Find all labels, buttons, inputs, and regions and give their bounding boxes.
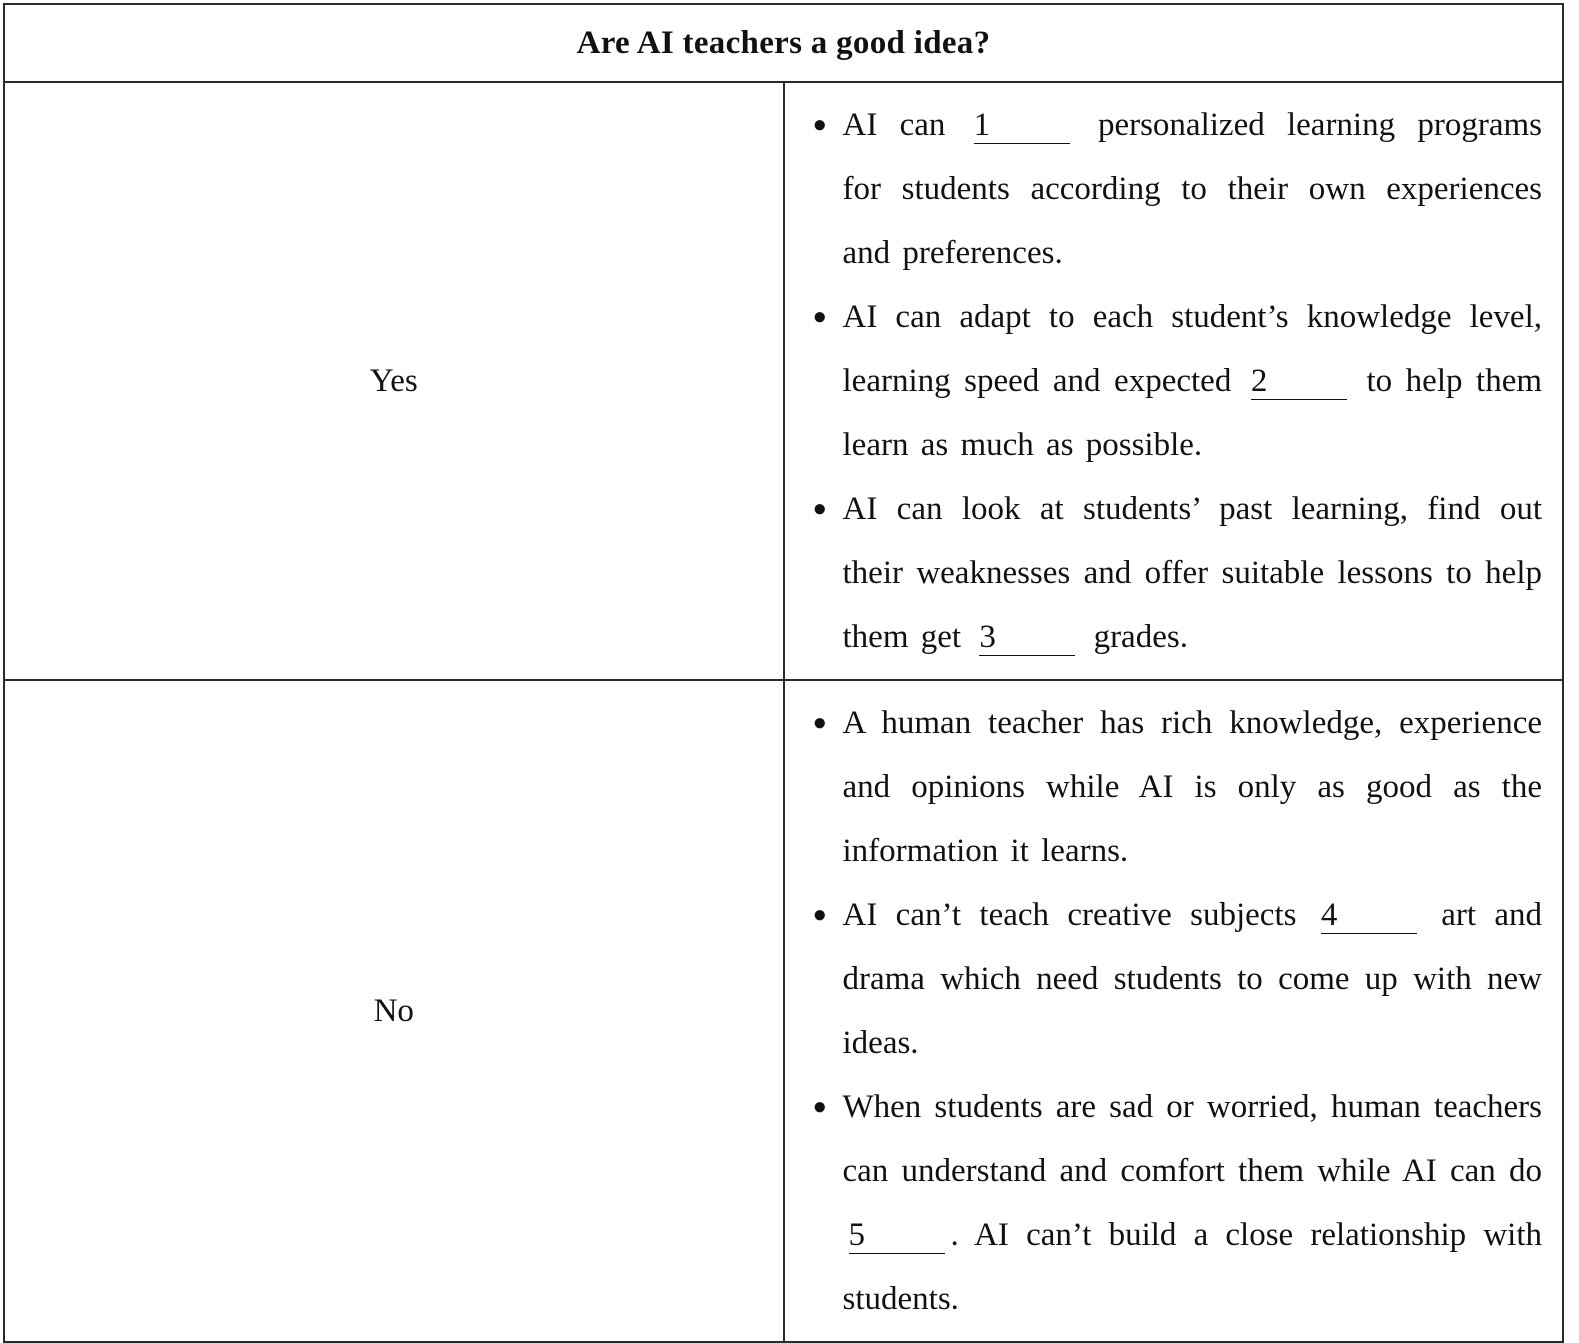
table-title: Are AI teachers a good idea?	[4, 4, 1563, 82]
list-item	[809, 285, 1543, 477]
item-text-before: When students are sad or worried, human teachers can understand and comfort them while AI can do	[842, 1089, 1542, 1189]
bullet-list-yes	[809, 93, 1543, 669]
row-content-yes	[784, 82, 1564, 680]
answer-blank-3[interactable]: 3	[979, 619, 1075, 656]
answer-blank-2[interactable]: 2	[1251, 363, 1347, 400]
bullet-dot-icon: ●	[812, 304, 827, 330]
item-text: A human teacher has rich knowledge, experience and opinions while AI is only as good as the information it learns.	[842, 705, 1542, 869]
item-text-before: AI can look at students’ past learning, find out their weaknesses and offer suitable lessons to help them get	[842, 491, 1542, 655]
answer-blank-1[interactable]: 1	[974, 107, 1070, 144]
worksheet-table	[3, 3, 1564, 1343]
bullet-list-no	[809, 691, 1543, 1331]
item-text-before: AI can’t teach creative subjects	[842, 897, 1297, 933]
item-text-after: to help them learn as much as possible.	[842, 363, 1543, 463]
list-item	[809, 883, 1543, 1075]
item-text-before: AI can	[842, 107, 946, 143]
bullet-dot-icon: ●	[812, 710, 827, 736]
title-row	[4, 4, 1563, 82]
row-label-yes: Yes	[4, 82, 784, 680]
bullet-dot-icon: ●	[812, 496, 827, 522]
list-item	[809, 477, 1543, 669]
table-row-no	[4, 680, 1563, 1342]
list-item	[809, 93, 1543, 285]
item-text-after: personalized learning programs for students according to their own experiences and preferences.	[842, 107, 1543, 271]
item-text-after: grades.	[1093, 619, 1188, 655]
bullet-dot-icon: ●	[812, 902, 827, 928]
row-content-no	[784, 680, 1564, 1342]
table-row-yes	[4, 82, 1563, 680]
bullet-dot-icon: ●	[812, 1094, 827, 1120]
list-item	[809, 1075, 1543, 1331]
row-label-no: No	[4, 680, 784, 1342]
list-item	[809, 691, 1543, 883]
item-text-before: AI can adapt to each student’s knowledge level, learning speed and expected	[842, 299, 1542, 399]
item-text-after: . AI can’t build a close relationship with students.	[842, 1217, 1542, 1317]
answer-blank-4[interactable]: 4	[1321, 897, 1417, 934]
item-text-after: art and drama which need students to come up with new ideas.	[842, 897, 1543, 1061]
answer-blank-5[interactable]: 5	[849, 1217, 945, 1254]
bullet-dot-icon: ●	[812, 112, 827, 138]
